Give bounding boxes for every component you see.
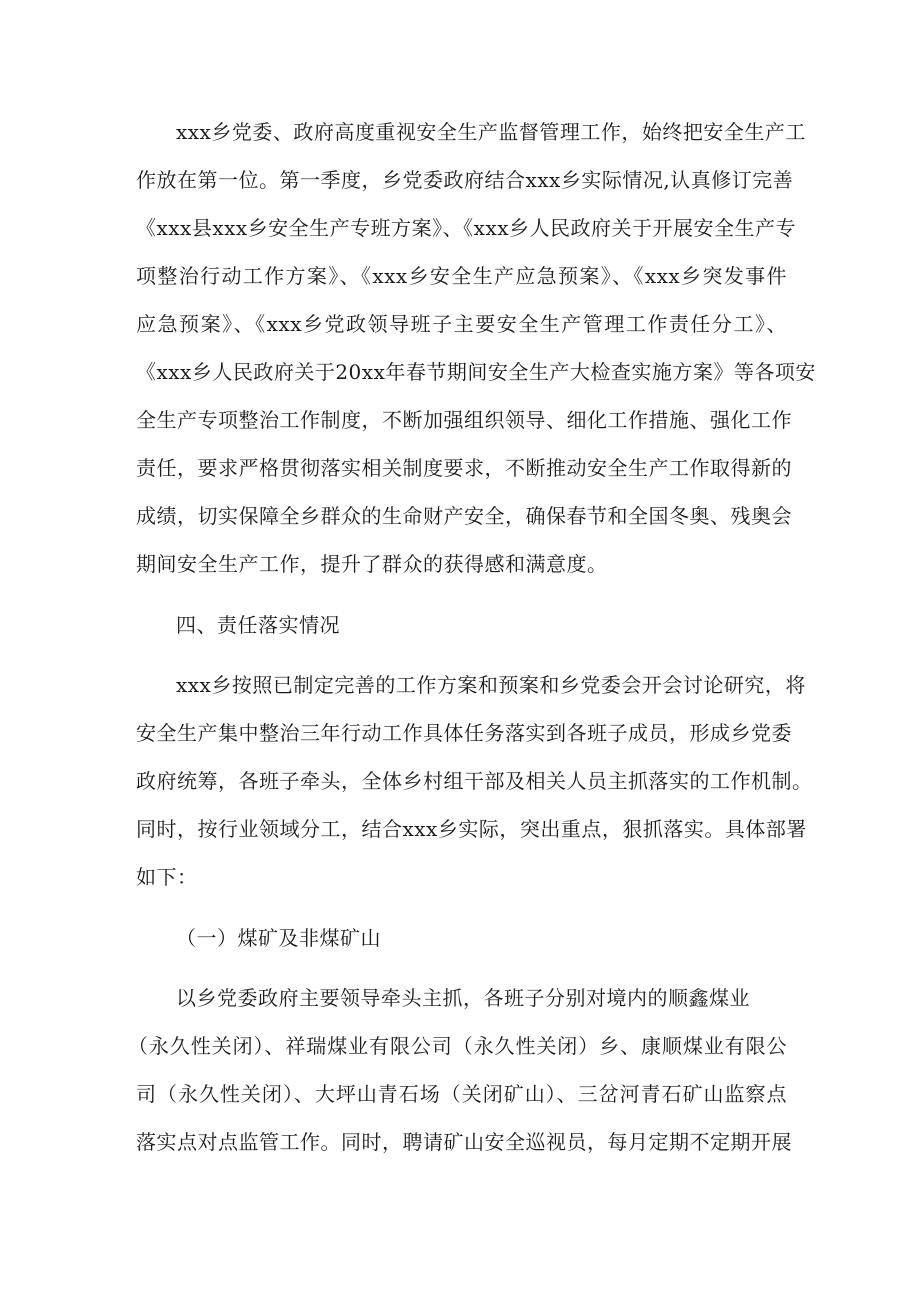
paragraph-line: 司（永久性关闭）、大坪山青石场（关闭矿山）、三岔河青石矿山监察点 bbox=[136, 1082, 787, 1106]
paragraph-line: xxx乡党委、政府高度重视安全生产监督管理工作，始终把安全生产工 bbox=[176, 120, 806, 144]
subsection-heading: （一）煤矿及非煤矿山 bbox=[176, 926, 381, 950]
paragraph-line: 如下： bbox=[136, 865, 198, 889]
paragraph-line: 以乡党委政府主要领导牵头主抓，各班子分别对境内的顺鑫煤业 bbox=[176, 986, 750, 1010]
paragraph-line: 成绩，切实保障全乡群众的生命财产安全，确保春节和全国冬奥、残奥会 bbox=[136, 504, 792, 528]
paragraph-line: 安全生产集中整治三年行动工作具体任务落实到各班子成员，形成乡党委 bbox=[136, 721, 792, 745]
paragraph-line: （永久性关闭）、祥瑞煤业有限公司（永久性关闭）乡、康顺煤业有限公 bbox=[128, 1034, 787, 1058]
paragraph-line: 期间安全生产工作，提升了群众的获得感和满意度。 bbox=[136, 552, 608, 576]
paragraph-line: 责任，要求严格贯彻落实相关制度要求，不断推动安全生产工作取得新的 bbox=[136, 456, 792, 480]
paragraph-line: 应急预案》、《xxx乡党政领导班子主要安全生产管理工作责任分工》、 bbox=[136, 312, 787, 336]
paragraph-line: 政府统筹，各班子牵头，全体乡村组干部及相关人员主抓落实的工作机制。 bbox=[136, 769, 813, 793]
paragraph-line: 落实点对点监管工作。同时，聘请矿山安全巡视员，每月定期不定期开展 bbox=[136, 1130, 792, 1154]
paragraph-line: 《xxx县xxx乡安全生产专班方案》、《xxx乡人民政府关于开展安全生产专 bbox=[136, 216, 797, 240]
paragraph-line: 同时，按行业领域分工，结合xxx乡实际，突出重点，狠抓落实。具体部署 bbox=[136, 817, 807, 841]
paragraph-line: 《xxx乡人民政府关于20xx年春节期间安全生产大检查实施方案》等各项安 bbox=[136, 360, 816, 384]
paragraph-line: 项整治行动工作方案》、《xxx乡安全生产应急预案》、《xxx乡突发事件 bbox=[136, 264, 787, 288]
paragraph-line: xxx乡按照已制定完善的工作方案和预案和乡党委会开会讨论研究，将 bbox=[176, 673, 806, 697]
paragraph-line: 全生产专项整治工作制度，不断加强组织领导、细化工作措施、强化工作 bbox=[136, 408, 792, 432]
section-heading: 四、责任落实情况 bbox=[176, 613, 340, 637]
paragraph-line: 作放在第一位。第一季度，乡党委政府结合xxx乡实际情况,认真修订完善 bbox=[136, 168, 794, 192]
